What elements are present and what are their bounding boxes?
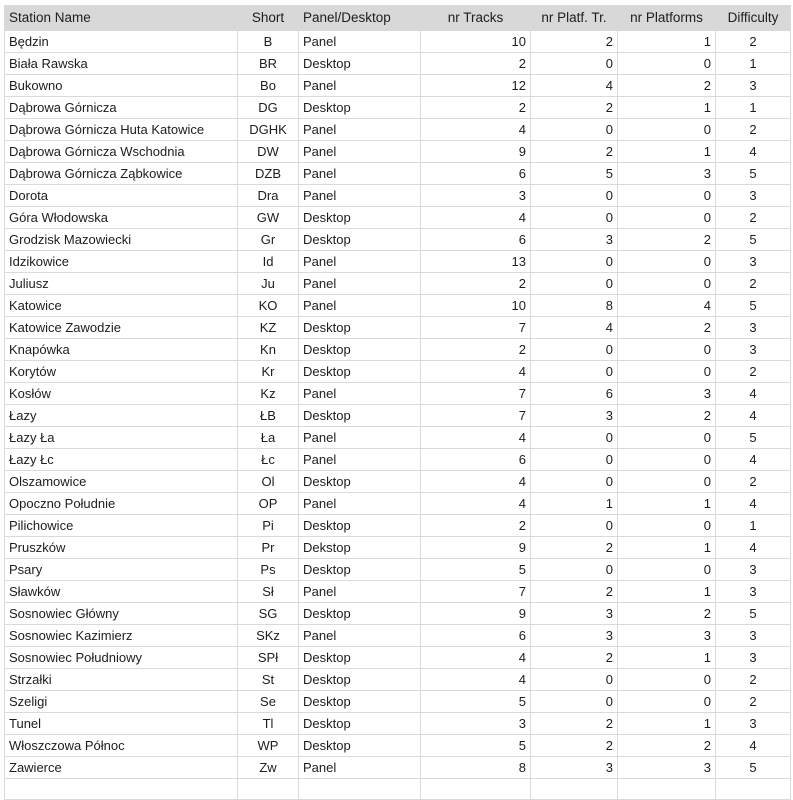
cell[interactable]: 3	[618, 625, 716, 647]
cell[interactable]: 0	[618, 251, 716, 273]
cell[interactable]: 3	[716, 185, 791, 207]
column-header-short[interactable]: Short	[238, 6, 299, 31]
cell[interactable]: 0	[531, 361, 618, 383]
cell[interactable]: 1	[618, 31, 716, 53]
cell[interactable]: 6	[421, 229, 531, 251]
cell[interactable]: Bukowno	[5, 75, 238, 97]
cell[interactable]: 0	[531, 559, 618, 581]
cell[interactable]: 1	[531, 493, 618, 515]
table-row	[5, 757, 791, 779]
table-row	[5, 317, 791, 339]
cell[interactable]: 3	[531, 229, 618, 251]
table-row	[5, 31, 791, 53]
cell[interactable]: Strzałki	[5, 669, 238, 691]
cell[interactable]: 4	[421, 493, 531, 515]
cell[interactable]: 0	[618, 427, 716, 449]
cell[interactable]: DGHK	[238, 119, 299, 141]
cell[interactable]: 5	[716, 295, 791, 317]
cell[interactable]: Panel	[299, 295, 421, 317]
cell[interactable]: 2	[618, 75, 716, 97]
table-row	[5, 449, 791, 471]
cell[interactable]: Juliusz	[5, 273, 238, 295]
cell[interactable]: 13	[421, 251, 531, 273]
cell[interactable]: 0	[531, 207, 618, 229]
table-row	[5, 603, 791, 625]
cell[interactable]: 3	[531, 625, 618, 647]
cell[interactable]: Łazy	[5, 405, 238, 427]
cell[interactable]: 2	[716, 31, 791, 53]
cell[interactable]	[716, 779, 791, 800]
cell[interactable]: 0	[618, 559, 716, 581]
cell[interactable]: Korytów	[5, 361, 238, 383]
cell[interactable]: Dąbrowa Górnicza Ząbkowice	[5, 163, 238, 185]
cell[interactable]: DZB	[238, 163, 299, 185]
cell[interactable]: Panel	[299, 185, 421, 207]
table-row	[5, 383, 791, 405]
cell[interactable]: Ła	[238, 427, 299, 449]
cell[interactable]: 6	[531, 383, 618, 405]
cell[interactable]: 9	[421, 537, 531, 559]
cell[interactable]: 3	[531, 757, 618, 779]
cell[interactable]: 2	[421, 97, 531, 119]
cell[interactable]: 8	[531, 295, 618, 317]
cell[interactable]: 3	[716, 647, 791, 669]
cell[interactable]: 2	[421, 53, 531, 75]
cell[interactable]: 10	[421, 295, 531, 317]
cell[interactable]	[531, 779, 618, 800]
cell[interactable]: 2	[531, 713, 618, 735]
cell[interactable]: Kosłów	[5, 383, 238, 405]
cell[interactable]: Desktop	[299, 317, 421, 339]
cell[interactable]: Zw	[238, 757, 299, 779]
cell[interactable]: 1	[618, 141, 716, 163]
cell[interactable]: 5	[716, 757, 791, 779]
cell[interactable]: 1	[618, 493, 716, 515]
cell[interactable]: WP	[238, 735, 299, 757]
cell[interactable]: ŁB	[238, 405, 299, 427]
cell[interactable]: Panel	[299, 251, 421, 273]
cell[interactable]: 3	[618, 383, 716, 405]
table-row	[5, 471, 791, 493]
cell[interactable]: Szeligi	[5, 691, 238, 713]
cell[interactable]: 0	[531, 669, 618, 691]
cell[interactable]: 0	[618, 449, 716, 471]
cell[interactable]: 3	[716, 713, 791, 735]
cell[interactable]: 5	[421, 559, 531, 581]
cell[interactable]: 2	[531, 31, 618, 53]
cell[interactable]: Olszamowice	[5, 471, 238, 493]
table-body	[5, 31, 791, 800]
cell[interactable]: DW	[238, 141, 299, 163]
table-row	[5, 735, 791, 757]
column-header-nr-platforms[interactable]: nr Platforms	[618, 6, 716, 31]
table-row	[5, 207, 791, 229]
table-row	[5, 295, 791, 317]
stations-table	[4, 5, 791, 800]
cell[interactable]: 10	[421, 31, 531, 53]
cell[interactable]: 2	[618, 735, 716, 757]
table-row	[5, 537, 791, 559]
table-row	[5, 251, 791, 273]
cell[interactable]: Łazy Łc	[5, 449, 238, 471]
table-row	[5, 405, 791, 427]
cell[interactable]: Włoszczowa Północ	[5, 735, 238, 757]
cell[interactable]: Bo	[238, 75, 299, 97]
cell[interactable]: 4	[421, 427, 531, 449]
cell[interactable]: Desktop	[299, 515, 421, 537]
table-row	[5, 141, 791, 163]
table-row	[5, 339, 791, 361]
cell[interactable]: Desktop	[299, 559, 421, 581]
cell[interactable]: Łc	[238, 449, 299, 471]
cell[interactable]: 0	[618, 669, 716, 691]
cell[interactable]: 2	[531, 735, 618, 757]
cell[interactable]: Desktop	[299, 669, 421, 691]
cell[interactable]: 3	[716, 339, 791, 361]
cell[interactable]: Będzin	[5, 31, 238, 53]
cell[interactable]: 4	[421, 361, 531, 383]
table-row	[5, 119, 791, 141]
cell[interactable]: DG	[238, 97, 299, 119]
cell[interactable]: 3	[716, 559, 791, 581]
cell[interactable]: Sosnowiec Główny	[5, 603, 238, 625]
table-row	[5, 625, 791, 647]
cell[interactable]: 1	[618, 581, 716, 603]
cell[interactable]: Dorota	[5, 185, 238, 207]
cell[interactable]: Panel	[299, 163, 421, 185]
cell[interactable]: 6	[421, 449, 531, 471]
cell[interactable]: 5	[716, 603, 791, 625]
cell[interactable]	[618, 779, 716, 800]
cell[interactable]: Knapówka	[5, 339, 238, 361]
cell[interactable]: 3	[421, 185, 531, 207]
cell[interactable]: 0	[531, 449, 618, 471]
cell[interactable]: Biała Rawska	[5, 53, 238, 75]
cell[interactable]: 0	[531, 251, 618, 273]
cell[interactable]: 0	[531, 339, 618, 361]
cell[interactable]: 2	[716, 691, 791, 713]
cell[interactable]: 2	[716, 119, 791, 141]
cell[interactable]: Sosnowiec Południowy	[5, 647, 238, 669]
cell[interactable]: 2	[716, 273, 791, 295]
cell[interactable]: Góra Włodowska	[5, 207, 238, 229]
cell[interactable]: Sławków	[5, 581, 238, 603]
table-row	[5, 515, 791, 537]
table-row	[5, 669, 791, 691]
cell[interactable]	[5, 779, 238, 800]
cell[interactable]: 5	[716, 163, 791, 185]
cell[interactable]: 7	[421, 383, 531, 405]
table-row	[5, 559, 791, 581]
cell[interactable]: Dąbrowa Górnicza	[5, 97, 238, 119]
table-row	[5, 493, 791, 515]
cell[interactable]: Desktop	[299, 405, 421, 427]
cell[interactable]: 7	[421, 317, 531, 339]
cell[interactable]: Panel	[299, 427, 421, 449]
cell[interactable]: Dąbrowa Górnicza Wschodnia	[5, 141, 238, 163]
cell[interactable]: 2	[531, 537, 618, 559]
cell[interactable]: Kr	[238, 361, 299, 383]
cell[interactable]: 3	[716, 581, 791, 603]
cell[interactable]: 4	[421, 207, 531, 229]
table-row	[5, 581, 791, 603]
cell[interactable]: 4	[531, 75, 618, 97]
cell[interactable]: OP	[238, 493, 299, 515]
cell[interactable]: 0	[618, 119, 716, 141]
cell[interactable]: 2	[716, 471, 791, 493]
cell[interactable]	[238, 779, 299, 800]
cell[interactable]: 2	[716, 669, 791, 691]
cell[interactable]: 12	[421, 75, 531, 97]
cell[interactable]: Id	[238, 251, 299, 273]
table-row	[5, 185, 791, 207]
cell[interactable]	[299, 779, 421, 800]
cell[interactable]: B	[238, 31, 299, 53]
cell[interactable]: Se	[238, 691, 299, 713]
cell[interactable]: Desktop	[299, 691, 421, 713]
table-row	[5, 163, 791, 185]
cell[interactable]: SPł	[238, 647, 299, 669]
cell[interactable]: Desktop	[299, 339, 421, 361]
cell[interactable]: 0	[618, 471, 716, 493]
cell[interactable]: Dra	[238, 185, 299, 207]
cell[interactable]: Pilichowice	[5, 515, 238, 537]
cell[interactable]: 0	[531, 515, 618, 537]
cell[interactable]: Panel	[299, 383, 421, 405]
cell[interactable]: 5	[716, 427, 791, 449]
cell[interactable]: 3	[716, 317, 791, 339]
cell[interactable]: Tl	[238, 713, 299, 735]
column-header-station-name[interactable]: Station Name	[5, 6, 238, 31]
cell[interactable]: 0	[531, 53, 618, 75]
cell[interactable]: 3	[421, 713, 531, 735]
cell[interactable]: 4	[421, 119, 531, 141]
cell[interactable]: Panel	[299, 273, 421, 295]
cell[interactable]: 2	[531, 141, 618, 163]
cell[interactable]: 7	[421, 581, 531, 603]
cell[interactable]: Dekstop	[299, 537, 421, 559]
cell[interactable]: 4	[618, 295, 716, 317]
table-row	[5, 97, 791, 119]
cell[interactable]: 4	[716, 493, 791, 515]
cell[interactable]: Desktop	[299, 713, 421, 735]
cell[interactable]: 0	[531, 273, 618, 295]
cell[interactable]: 3	[531, 603, 618, 625]
cell[interactable]: 2	[531, 647, 618, 669]
cell[interactable]: Pr	[238, 537, 299, 559]
cell[interactable]: 7	[421, 405, 531, 427]
cell[interactable]: Desktop	[299, 361, 421, 383]
cell[interactable]: Desktop	[299, 603, 421, 625]
cell[interactable]: 2	[531, 581, 618, 603]
cell[interactable]: Desktop	[299, 97, 421, 119]
cell[interactable]: 0	[531, 185, 618, 207]
column-header-panel-desktop[interactable]: Panel/Desktop	[299, 6, 421, 31]
cell[interactable]: 4	[716, 383, 791, 405]
cell[interactable]: 4	[716, 449, 791, 471]
cell[interactable]: 1	[618, 713, 716, 735]
cell[interactable]: 4	[716, 537, 791, 559]
cell[interactable]: 2	[421, 273, 531, 295]
cell[interactable]: 0	[531, 119, 618, 141]
cell[interactable]: 5	[421, 735, 531, 757]
cell[interactable]: 2	[618, 317, 716, 339]
cell[interactable]: Katowice	[5, 295, 238, 317]
table-row	[5, 53, 791, 75]
cell[interactable]: 1	[716, 53, 791, 75]
cell[interactable]: Grodzisk Mazowiecki	[5, 229, 238, 251]
table-row	[5, 427, 791, 449]
column-header-nr-tracks[interactable]: nr Tracks	[421, 6, 531, 31]
cell[interactable]: 0	[531, 427, 618, 449]
cell[interactable]: 4	[531, 317, 618, 339]
cell[interactable]: 1	[716, 515, 791, 537]
cell[interactable]: 0	[618, 185, 716, 207]
cell[interactable]: Panel	[299, 581, 421, 603]
cell[interactable]: Idzikowice	[5, 251, 238, 273]
cell[interactable]: Desktop	[299, 647, 421, 669]
cell[interactable]: 3	[716, 251, 791, 273]
cell[interactable]: 3	[716, 625, 791, 647]
cell[interactable]: Desktop	[299, 207, 421, 229]
cell[interactable]: Pi	[238, 515, 299, 537]
cell[interactable]: 9	[421, 141, 531, 163]
cell[interactable]: Panel	[299, 141, 421, 163]
cell[interactable]: 2	[618, 405, 716, 427]
cell[interactable]: 4	[421, 647, 531, 669]
cell[interactable]: 1	[618, 97, 716, 119]
cell[interactable]: Panel	[299, 757, 421, 779]
cell[interactable]: BR	[238, 53, 299, 75]
cell[interactable]: 0	[531, 691, 618, 713]
cell[interactable]: 1	[716, 97, 791, 119]
table-row	[5, 273, 791, 295]
cell[interactable]: Panel	[299, 493, 421, 515]
table-row	[5, 75, 791, 97]
cell[interactable]: 2	[531, 97, 618, 119]
cell[interactable]: Zawierce	[5, 757, 238, 779]
column-header-difficulty[interactable]: Difficulty	[716, 6, 791, 31]
cell[interactable]: Dąbrowa Górnicza Huta Katowice	[5, 119, 238, 141]
cell[interactable]: 4	[421, 669, 531, 691]
cell[interactable]: SG	[238, 603, 299, 625]
cell[interactable]: 3	[618, 757, 716, 779]
cell[interactable]: 2	[716, 361, 791, 383]
cell[interactable]: 4	[716, 405, 791, 427]
cell[interactable]: Gr	[238, 229, 299, 251]
cell[interactable]: Kz	[238, 383, 299, 405]
cell[interactable]: Pruszków	[5, 537, 238, 559]
cell[interactable]: Desktop	[299, 229, 421, 251]
cell[interactable]: 0	[618, 339, 716, 361]
table-row	[5, 691, 791, 713]
table-row	[5, 713, 791, 735]
cell[interactable]: Panel	[299, 31, 421, 53]
cell[interactable]: 5	[531, 163, 618, 185]
cell[interactable]: Panel	[299, 449, 421, 471]
cell[interactable]: 3	[716, 75, 791, 97]
cell[interactable]: 2	[421, 339, 531, 361]
cell[interactable]: Ol	[238, 471, 299, 493]
table-row	[5, 229, 791, 251]
cell[interactable]: 4	[716, 735, 791, 757]
cell[interactable]: Katowice Zawodzie	[5, 317, 238, 339]
cell[interactable]: KO	[238, 295, 299, 317]
cell[interactable]: Desktop	[299, 471, 421, 493]
cell[interactable]: Sł	[238, 581, 299, 603]
cell[interactable]: Ju	[238, 273, 299, 295]
cell[interactable]: 6	[421, 625, 531, 647]
table-header-row	[5, 6, 791, 31]
table-row	[5, 361, 791, 383]
cell[interactable]: 2	[421, 515, 531, 537]
cell[interactable]: 0	[618, 691, 716, 713]
cell[interactable]: 2	[618, 603, 716, 625]
cell[interactable]: 0	[618, 207, 716, 229]
cell[interactable]: 4	[716, 141, 791, 163]
cell[interactable]: 4	[421, 471, 531, 493]
cell[interactable]: SKz	[238, 625, 299, 647]
cell[interactable]: St	[238, 669, 299, 691]
cell[interactable]: KZ	[238, 317, 299, 339]
cell[interactable]: 5	[421, 691, 531, 713]
cell[interactable]: 9	[421, 603, 531, 625]
cell[interactable]: Ps	[238, 559, 299, 581]
cell[interactable]: Psary	[5, 559, 238, 581]
cell[interactable]: 1	[618, 647, 716, 669]
cell[interactable]	[421, 779, 531, 800]
cell[interactable]: 5	[716, 229, 791, 251]
cell[interactable]: Desktop	[299, 53, 421, 75]
cell[interactable]: 3	[618, 163, 716, 185]
cell[interactable]: Kn	[238, 339, 299, 361]
cell[interactable]: Łazy Ła	[5, 427, 238, 449]
empty-row	[5, 779, 791, 800]
cell[interactable]: 2	[716, 207, 791, 229]
table-row	[5, 647, 791, 669]
cell[interactable]: 0	[618, 515, 716, 537]
cell[interactable]: 0	[531, 471, 618, 493]
cell[interactable]: Panel	[299, 625, 421, 647]
cell[interactable]: Desktop	[299, 735, 421, 757]
cell[interactable]: 0	[618, 53, 716, 75]
cell[interactable]: Panel	[299, 75, 421, 97]
cell[interactable]: 2	[618, 229, 716, 251]
cell[interactable]: 6	[421, 163, 531, 185]
cell[interactable]: 8	[421, 757, 531, 779]
cell[interactable]: 3	[531, 405, 618, 427]
cell[interactable]: 1	[618, 537, 716, 559]
cell[interactable]: 0	[618, 273, 716, 295]
cell[interactable]: Sosnowiec Kazimierz	[5, 625, 238, 647]
cell[interactable]: 0	[618, 361, 716, 383]
cell[interactable]: Panel	[299, 119, 421, 141]
cell[interactable]: GW	[238, 207, 299, 229]
column-header-nr-platf-tr[interactable]: nr Platf. Tr.	[531, 6, 618, 31]
cell[interactable]: Tunel	[5, 713, 238, 735]
cell[interactable]: Opoczno Południe	[5, 493, 238, 515]
